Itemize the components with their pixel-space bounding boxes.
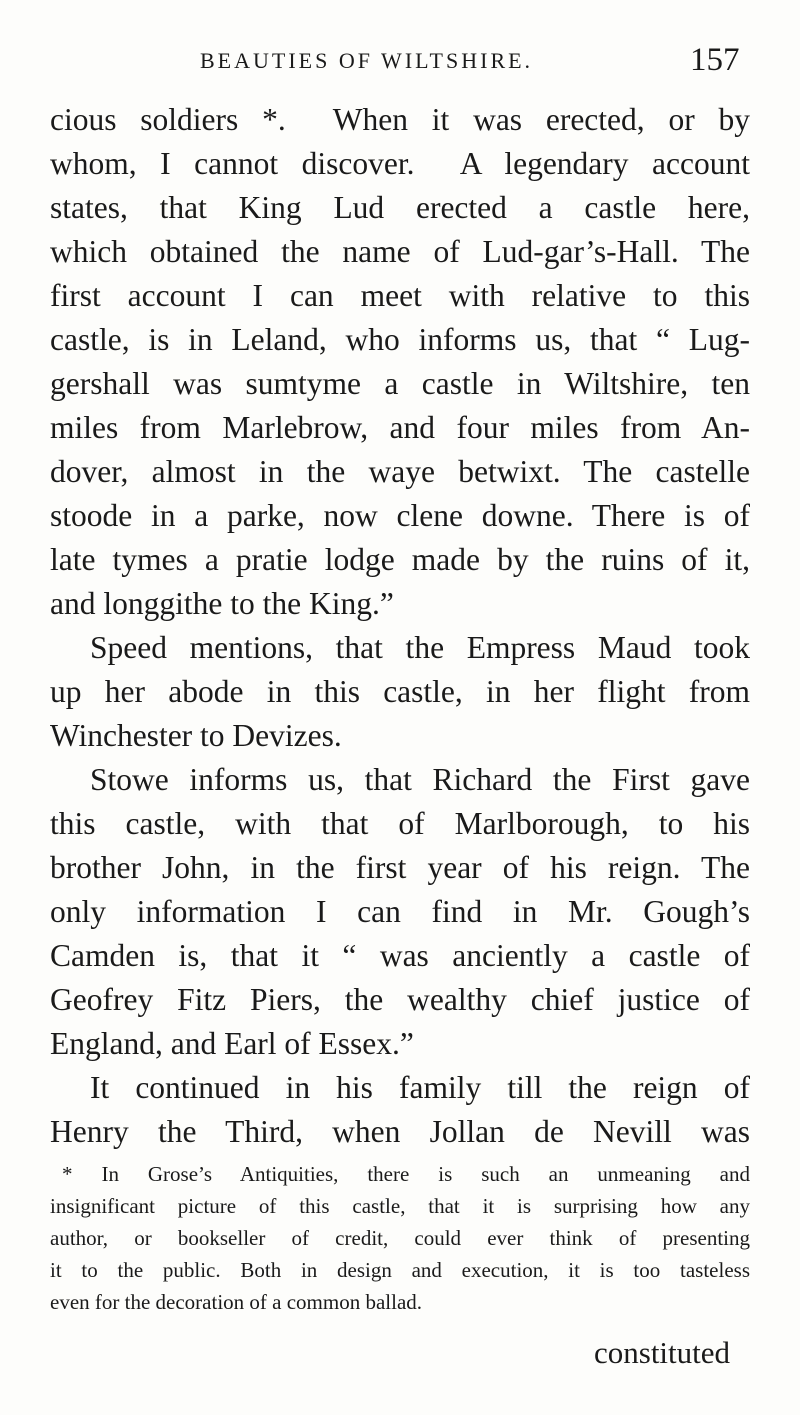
footnote-line: author, or bookseller of credit, could ever think of presenting — [50, 1226, 750, 1250]
text-line: states, that King Lud erected a castle here, — [50, 190, 750, 225]
text-line: up her abode in this castle, in her flight from — [50, 674, 750, 709]
text-line: and longgithe to the King.” — [50, 586, 394, 621]
paragraph-start-line: It continued in his family till the reign of — [90, 1070, 750, 1105]
footnote-line: it to the public. Both in design and execution, it is too tasteless — [50, 1258, 750, 1282]
footnote-line: even for the decoration of a common ballad. — [50, 1290, 423, 1314]
text-line: late tymes a pratie lodge made by the ruins of it, — [50, 542, 750, 577]
text-line: Winchester to Devizes. — [50, 718, 342, 753]
text-line: Henry the Third, when Jollan de Nevill was — [50, 1114, 750, 1149]
text-line: gershall was sumtyme a castle in Wiltshire, ten — [50, 366, 750, 401]
text-line: this castle, with that of Marlborough, to his — [50, 806, 750, 841]
text-line: cious soldiers *. When it was erected, or by — [50, 102, 750, 137]
text-line: only information I can find in Mr. Gough’s — [50, 894, 750, 929]
text-line: Geofrey Fitz Piers, the wealthy chief justice of — [50, 982, 750, 1017]
running-title: BEAUTIES OF WILTSHIRE. — [200, 48, 534, 73]
text-line: first account I can meet with relative to this — [50, 278, 750, 313]
text-line: dover, almost in the waye betwixt. The castelle — [50, 454, 750, 489]
text-line: miles from Marlebrow, and four miles from An- — [50, 410, 750, 445]
footnote-line: insignificant picture of this castle, that it is surprising how any — [50, 1194, 750, 1218]
paragraph-start-line: Speed mentions, that the Empress Maud took — [90, 630, 750, 665]
body-text — [50, 98, 750, 1154]
page-header — [0, 40, 800, 90]
footnote — [50, 1158, 750, 1318]
text-line: whom, I cannot discover. A legendary account — [50, 146, 750, 181]
text-line: brother John, in the first year of his reign. The — [50, 850, 750, 885]
paragraph-start-line: Stowe informs us, that Richard the First gave — [90, 762, 750, 797]
text-line: castle, is in Leland, who informs us, that “ Lug- — [50, 322, 750, 357]
text-line: Camden is, that it “ was anciently a castle of — [50, 938, 750, 973]
catchword: constituted — [594, 1335, 731, 1370]
page-number: 157 — [690, 42, 740, 78]
footnote-line: * In Grose’s Antiquities, there is such an unmeaning and — [62, 1162, 750, 1186]
text-line: which obtained the name of Lud-gar’s-Hall. The — [50, 234, 750, 269]
text-line: stoode in a parke, now clene downe. There is of — [50, 498, 750, 533]
text-line: England, and Earl of Essex.” — [50, 1026, 414, 1061]
